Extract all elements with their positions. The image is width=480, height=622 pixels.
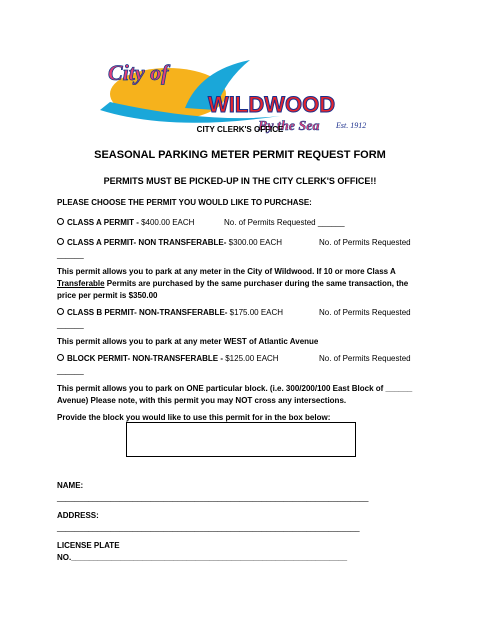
permit-price: $300.00 EACH	[228, 238, 283, 247]
permit-option-block[interactable]	[57, 354, 437, 363]
permit-requested: No. of Permits Requested	[319, 354, 411, 363]
permit-option-class-a-non-transferable[interactable]	[57, 238, 437, 247]
radio-icon[interactable]	[57, 218, 64, 225]
radio-icon[interactable]	[57, 238, 64, 245]
address-label: ADDRESS:	[57, 511, 99, 520]
city-of-wildwood-logo	[90, 50, 390, 136]
permit-name: BLOCK PERMIT- NON-TRANSFERABLE -	[67, 354, 226, 363]
permit-requested-blank[interactable]: ______	[57, 250, 84, 259]
logo-text-est: Est. 1912	[336, 121, 367, 130]
instructions: PLEASE CHOOSE THE PERMIT YOU WOULD LIKE TO PURCHASE:	[57, 198, 312, 207]
address-field[interactable]: ____________________________________________________________________	[57, 523, 360, 532]
permit-price: $400.00 EACH	[141, 218, 195, 227]
permit-option-class-b[interactable]	[57, 308, 437, 317]
name-field[interactable]: ______________________________________________________________________	[57, 493, 369, 502]
class-b-note: This permit allows you to park at any meter WEST of Atlantic Avenue	[57, 337, 319, 346]
note-text: Permits are purchased by the same purchaser during the same transaction, the price per permit is $350.00	[57, 279, 409, 300]
permit-price: $125.00 EACH	[225, 354, 279, 363]
license-plate-label: LICENSE PLATE	[57, 541, 120, 550]
name-label: NAME:	[57, 481, 84, 490]
logo-text-wildwood: WILDWOOD	[208, 92, 336, 117]
permit-requested-blank[interactable]: ______	[57, 366, 84, 375]
permit-price: $175.00 EACH	[229, 308, 284, 317]
form-title: SEASONAL PARKING METER PERMIT REQUEST FORM	[94, 149, 386, 161]
note-text: This permit allows you to park at any meter in the City of Wildwood. If 10 or more Class A	[57, 267, 396, 276]
logo-text-by-the-sea: By the Sea	[258, 119, 320, 134]
permit-requested: No. of Permits Requested	[319, 238, 411, 247]
license-plate-field[interactable]: NO.______________________________________________________________	[57, 553, 348, 562]
block-instructions: Provide the block you would like to use this permit for in the box below:	[57, 413, 331, 422]
permit-requested: No. of Permits Requested	[319, 308, 411, 317]
radio-icon[interactable]	[57, 308, 64, 315]
permit-requested[interactable]: No. of Permits Requested ______	[224, 218, 345, 227]
office-heading: CITY CLERK'S OFFICE	[196, 125, 284, 134]
logo-text-city-of: City of	[108, 60, 169, 85]
class-a-note	[57, 266, 427, 302]
permit-option-class-a[interactable]	[57, 218, 437, 227]
permit-name: CLASS A PERMIT -	[67, 218, 142, 227]
pickup-notice: PERMITS MUST BE PICKED-UP IN THE CITY CLERK'S OFFICE!!	[103, 176, 377, 186]
note-underlined: Transferable	[57, 279, 105, 288]
radio-icon[interactable]	[57, 354, 64, 361]
permit-name: CLASS A PERMIT- NON TRANSFERABLE-	[67, 238, 229, 247]
permit-requested-blank[interactable]: ______	[57, 320, 84, 329]
permit-name: CLASS B PERMIT- NON-TRANSFERABLE-	[67, 308, 230, 317]
block-input-box[interactable]	[126, 422, 356, 457]
block-note: This permit allows you to park on ONE particular block. (i.e. 300/200/100 East Block of ______ Avenue) Please note, with this permit you may NOT cross any intersections.	[57, 384, 413, 405]
